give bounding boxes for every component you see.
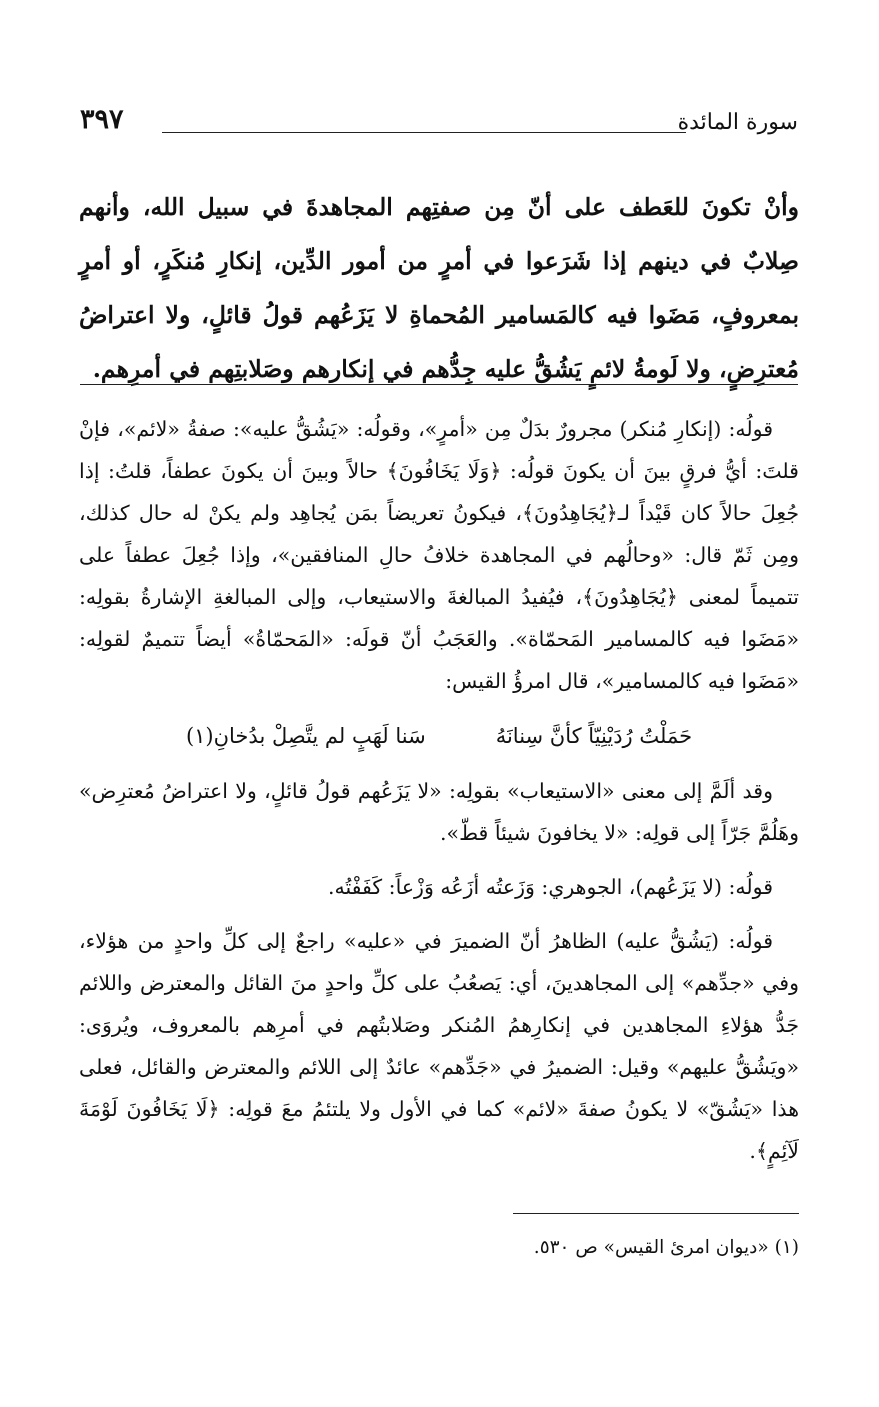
main-paragraph: وأنْ تكونَ للعَطف على أنّ مِن صفتِهم المجاهدةَ في سبيل الله، وأنهم صِلابٌ في دينهم إذا شَرَعوا في أمرٍ من أمور الدِّين، إنكارِ مُنكَرٍ، أو أمرٍ بمعروفٍ، مَضَوا فيه كالمَسامير المُحماةِ لا يَزَعُهم قولُ قائلٍ، ولا اعتراضُ مُعترِضٍ، ولا لَومةُ لائمٍ يَشُقُّ عليه جِدُّهم في إنكارهم وصَلابتِهم في أمرِهم. <box>79 193 799 383</box>
commentary-paragraph-1: قولُه: (إنكارِ مُنكر) مجرورٌ بدَلٌ مِن «أمرٍ»، وقولُه: «يَشُقُّ عليه»: صفةُ «لائم»، فإنْ قلتَ: أيُّ فرقٍ بينَ أن يكونَ قولُه: ﴿وَلَا يَخَافُونَ﴾ حالاً وبينَ أن يكونَ عطفاً، قلتُ: إذا جُعِلَ حالاً كان قَيْداً لـ﴿يُجَاهِدُونَ﴾، فيكونُ تعريضاً بمَن يُجاهِد ولم يكنْ له حال كذلك، ومِن ثَمّ قال: «وحالُهم في المجاهدة خلافُ حالِ المنافقين»، وإذا جُعِلَ عطفاً على تتميماً لمعنى ﴿يُجَاهِدُونَ﴾، فيُفيدُ المبالغةَ والاستيعاب، وإلى المبالغةِ الإشارةُ بقولِه: «مَضَوا فيه كالمسامير المَحمّاة». والعَجَبُ أنّ قولَه: «المَحمّاةُ» أيضاً تتميمٌ لقولِه: «مَضَوا فيه كالمسامير»، قال امرؤُ القيس: <box>79 417 799 693</box>
verse-first-hemistich: حَمَلْتُ رُدَيْنِيّاً كأنَّ سِنانَهُ <box>495 724 693 748</box>
page-header <box>80 104 798 148</box>
poetry-verse <box>79 714 799 758</box>
surah-title: سورة المائدة <box>677 110 798 135</box>
commentary-section <box>79 408 799 1184</box>
header-rule <box>162 132 686 133</box>
commentary-paragraph-2: وقد ألَمَّ إلى معنى «الاستيعاب» بقولِه: «لا يَزَعُهم قولُ قائلٍ، ولا اعتراضُ مُعترِض» وهَلُمَّ جَرّاً إلى قولِه: «لا يخافونَ شيئاً قطّ». <box>79 779 799 845</box>
section-divider <box>80 384 798 385</box>
commentary-paragraph-4: قولُه: (يَشُقُّ عليه) الظاهرُ أنّ الضميرَ في «عليه» راجعٌ إلى كلِّ واحدٍ من هؤلاء، وفي «جدِّهم» إلى المجاهدينَ، أي: يَصعُبُ على كلِّ واحدٍ منَ القائل والمعترض واللائم جَدُّ هؤلاءِ المجاهدين في إنكارِهمُ المُنكر وصَلابتُهم في أمرِهم بالمعروف، ويُروَى: «ويَشُقُّ عليهم» وقيل: الضميرُ في «جَدِّهم» عائدٌ إلى اللائم والمعترض والقائل، فعلى هذا «يَشُقّ» لا يكونُ صفةَ «لائم» كما في الأول ولا يلتئمُ معَ قولِه: ﴿لَا يَخَافُونَ لَوْمَةَ لَآئِمٍ﴾. <box>79 929 799 1163</box>
footnote: (١) «ديوان امرئ القيس» ص ٥٣٠. <box>533 1237 799 1258</box>
quran-tafsir-main-text <box>79 180 799 396</box>
page-number: ٣٩٧ <box>80 104 124 135</box>
verse-second-hemistich: سَنا لَهَبٍ لم يتَّصِلْ بدُخانِ(١) <box>185 724 426 748</box>
commentary-paragraph-3: قولُه: (لا يَزَعُهم)، الجوهري: وَزَعتُه أزَعُه وَزْعاً: كَفَفْتُه. <box>327 875 773 899</box>
footnote-rule <box>513 1213 799 1214</box>
